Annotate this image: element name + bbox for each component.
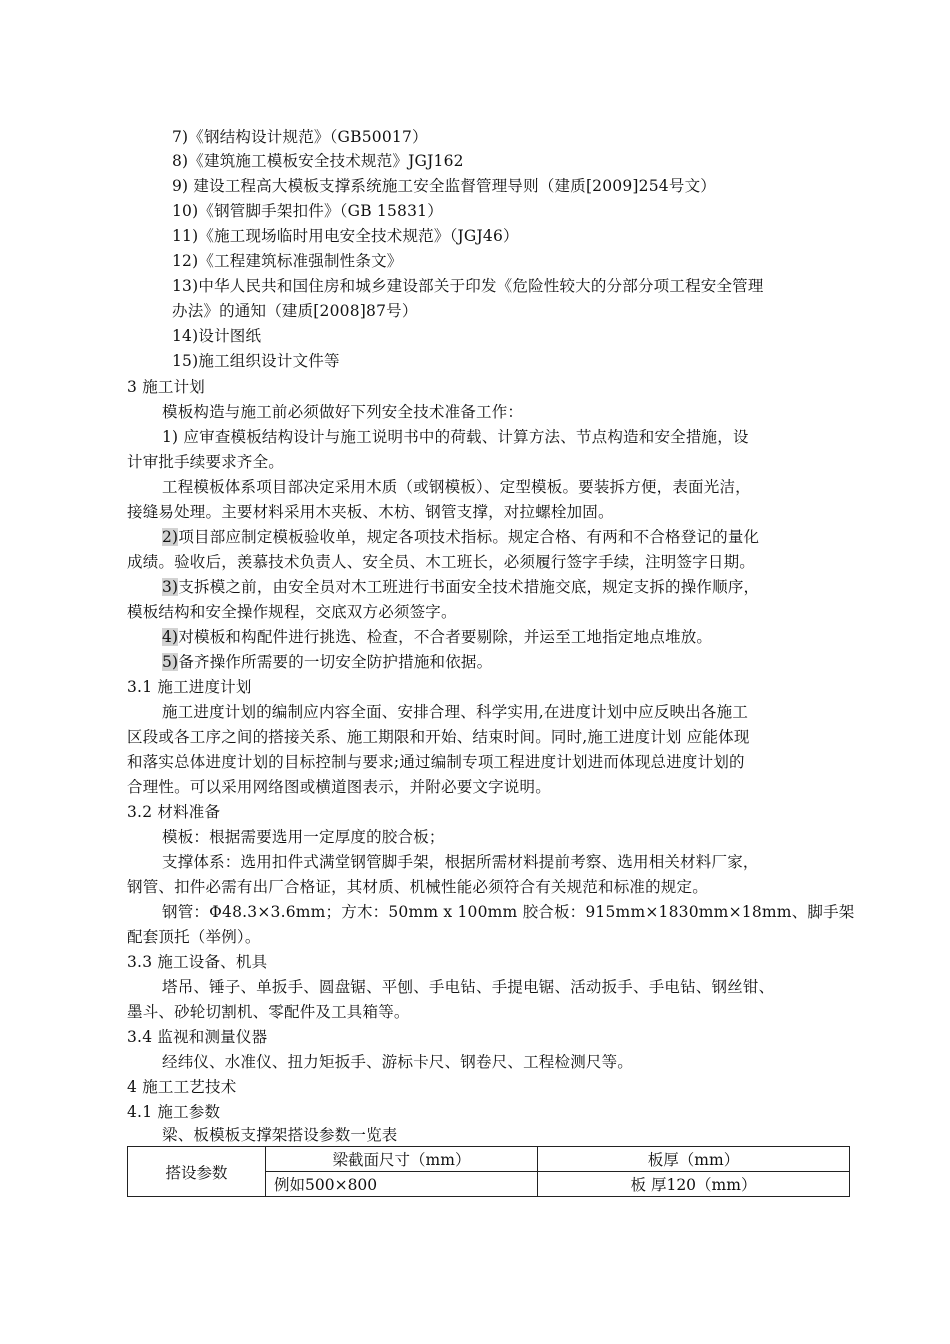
table-header-beam: 梁截面尺寸（mm） <box>266 1147 538 1172</box>
section-heading-3-2: 3.2 材料准备 <box>127 803 221 821</box>
section-heading-4-1: 4.1 施工参数 <box>127 1103 221 1121</box>
paragraph-line: 模板构造与施工前必须做好下列安全技术准备工作： <box>162 403 524 421</box>
table-caption: 梁、板模板支撑架搭设参数一览表 <box>162 1126 398 1144</box>
paragraph-line: 经纬仪、水准仪、扭力矩扳手、游标卡尺、钢卷尺、工程检测尺等。 <box>162 1053 634 1071</box>
list-item-3: 3)支拆模之前，由安全员对木工班进行书面安全技术措施交底，规定支拆的操作顺序， <box>162 578 760 596</box>
paragraph-line: 钢管、扣件必需有出厂合格证，其材质、机械性能必须符合有关规范和标准的规定。 <box>127 878 708 896</box>
section-heading-4: 4 施工工艺技术 <box>127 1078 237 1096</box>
section-heading-3: 3 施工计划 <box>127 378 205 396</box>
ref-item-12: 12)《工程建筑标准强制性条文》 <box>172 252 403 270</box>
list-item-5: 5)备齐操作所需要的一切安全防护措施和依据。 <box>162 653 493 671</box>
highlight-marker: 4) <box>162 628 179 646</box>
ref-item-11: 11)《施工现场临时用电安全技术规范》（JGJ46） <box>172 227 519 245</box>
list-item-2: 2)项目部应制定模板验收单，规定各项技术指标。规定合格、有两和不合格登记的量化 <box>162 528 760 546</box>
paragraph-line: 成绩。验收后，羡慕技术负责人、安全员、木工班长，必须履行签字手续，注明签字日期。 <box>127 553 756 571</box>
ref-item-15: 15)施工组织设计文件等 <box>172 352 340 370</box>
paragraph-line: 和落实总体进度计划的目标控制与要求;通过编制专项工程进度计划进而体现总进度计划的 <box>127 753 745 771</box>
highlight-marker: 3) <box>162 578 179 596</box>
paragraph-line: 支撑体系：选用扣件式满堂钢管脚手架，根据所需材料提前考察、选用相关材料厂家， <box>162 853 759 871</box>
table-row-header: 搭设参数 <box>128 1147 266 1197</box>
ref-item-9: 9) 建设工程高大模板支撑系统施工安全监督管理导则（建质[2009]254号文） <box>172 177 716 195</box>
paragraph-line: 塔吊、锤子、单扳手、圆盘锯、平刨、手电钻、手提电锯、活动扳手、手电钻、钢丝钳、 <box>162 978 775 996</box>
table-header-slab: 板厚（mm） <box>538 1147 850 1172</box>
ref-item-10: 10)《钢管脚手架扣件》（GB 15831） <box>172 202 443 220</box>
paragraph-line: 工程模板体系项目部决定采用木质（或钢模板）、定型模板。要装拆方便，表面光洁， <box>162 478 751 496</box>
paragraph-line: 区段或各工序之间的搭接关系、施工期限和开始、结束时间。同时,施工进度计划 应能体现 <box>127 728 750 746</box>
paragraph-line: 合理性。可以采用网络图或横道图表示，并附必要文字说明。 <box>127 778 551 796</box>
highlight-marker: 5) <box>162 653 179 671</box>
section-heading-3-4: 3.4 监视和测量仪器 <box>127 1028 268 1046</box>
paragraph-line: 模板结构和安全操作规程，交底双方必须签字。 <box>127 603 457 621</box>
paragraph-line: 1) 应审查模板结构设计与施工说明书中的荷载、计算方法、节点构造和安全措施，设 <box>162 428 749 446</box>
paragraph-line: 计审批手续要求齐全。 <box>127 453 285 471</box>
parameter-table <box>127 1146 850 1197</box>
ref-item-13-cont: 办法》的通知（建质[2008]87号） <box>172 302 418 320</box>
paragraph-line: 配套顶托（举例）。 <box>127 928 261 946</box>
section-heading-3-1: 3.1 施工进度计划 <box>127 678 252 696</box>
list-item-4: 4)对模板和构配件进行挑选、检查，不合者要剔除，并运至工地指定地点堆放。 <box>162 628 713 646</box>
ref-item-13: 13)中华人民共和国住房和城乡建设部关于印发《危险性较大的分部分项工程安全管理 <box>172 277 764 295</box>
paragraph-line: 施工进度计划的编制应内容全面、安排合理、科学实用,在进度计划中应反映出各施工 <box>162 703 749 721</box>
ref-item-7: 7)《钢结构设计规范》（GB50017） <box>172 128 428 146</box>
section-heading-3-3: 3.3 施工设备、机具 <box>127 953 268 971</box>
table-cell-beam-value: 例如500×800 <box>266 1172 538 1197</box>
paragraph-line: 墨斗、砂轮切割机、零配件及工具箱等。 <box>127 1003 410 1021</box>
paragraph-line: 钢管：Φ48.3×3.6mm；方木：50mm x 100mm 胶合板：915mm×1830mm×18mm、脚手架 <box>162 903 855 921</box>
table-cell-slab-value: 板 厚120（mm） <box>538 1172 850 1197</box>
paragraph-line: 接缝易处理。主要材料采用木夹板、木枋、钢管支撑，对拉螺栓加固。 <box>127 503 614 521</box>
ref-item-8: 8)《建筑施工模板安全技术规范》JGJ162 <box>172 152 464 170</box>
paragraph-line: 模板：根据需要选用一定厚度的胶合板； <box>162 828 445 846</box>
table-row <box>128 1147 850 1172</box>
highlight-marker: 2) <box>162 528 179 546</box>
ref-item-14: 14)设计图纸 <box>172 327 262 345</box>
